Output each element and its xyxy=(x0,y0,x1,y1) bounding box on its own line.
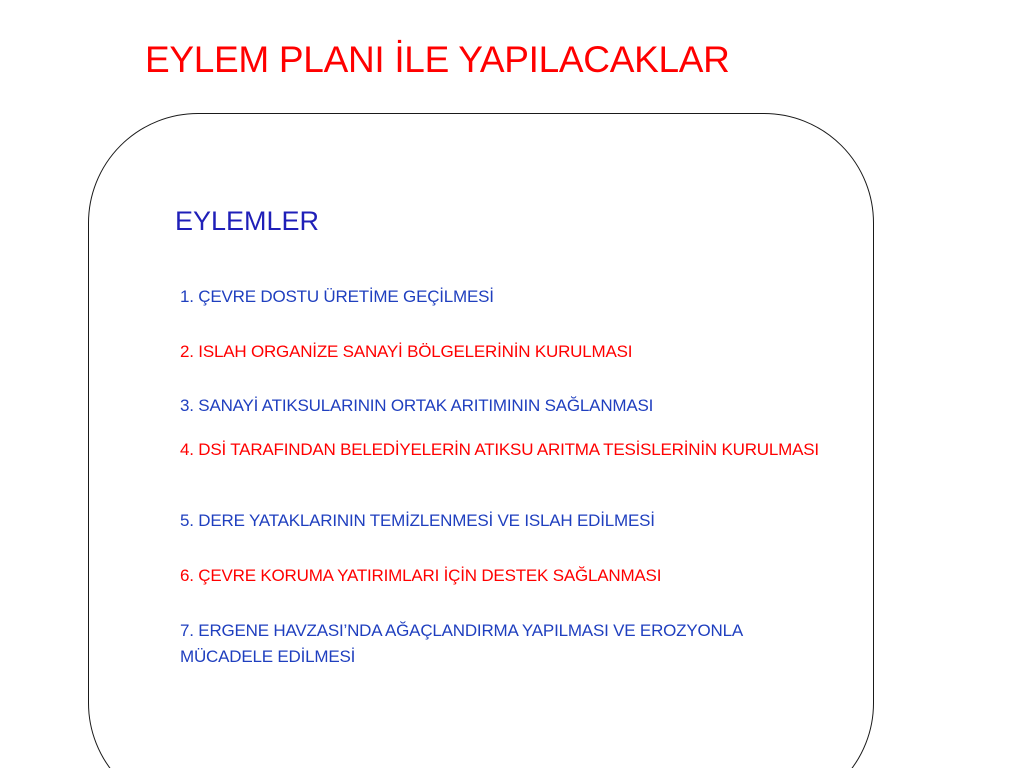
action-item-3: 3. SANAYİ ATIKSULARININ ORTAK ARITIMININ SAĞLANMASI xyxy=(180,396,654,415)
action-item-5: 5. DERE YATAKLARININ TEMİZLENMESİ VE ISLAH EDİLMESİ xyxy=(180,511,655,530)
slide-title: EYLEM PLANI İLE YAPILACAKLAR xyxy=(145,39,730,80)
action-item-6: 6. ÇEVRE KORUMA YATIRIMLARI İÇİN DESTEK SAĞLANMASI xyxy=(180,566,662,585)
action-item-4: 4. DSİ TARAFINDAN BELEDİYELERİN ATIKSU ARITMA TESİSLERİNİN KURULMASI xyxy=(180,440,819,459)
section-heading: EYLEMLER xyxy=(175,206,320,236)
action-item-1: 1. ÇEVRE DOSTU ÜRETİME GEÇİLMESİ xyxy=(180,287,494,306)
action-item-7: 7. ERGENE HAVZASI’NDA AĞAÇLANDIRMA YAPILMASI VE EROZYONLA MÜCADELE EDİLMESİ xyxy=(180,621,743,666)
action-item-2: 2. ISLAH ORGANİZE SANAYİ BÖLGELERİNİN KURULMASI xyxy=(180,342,633,361)
